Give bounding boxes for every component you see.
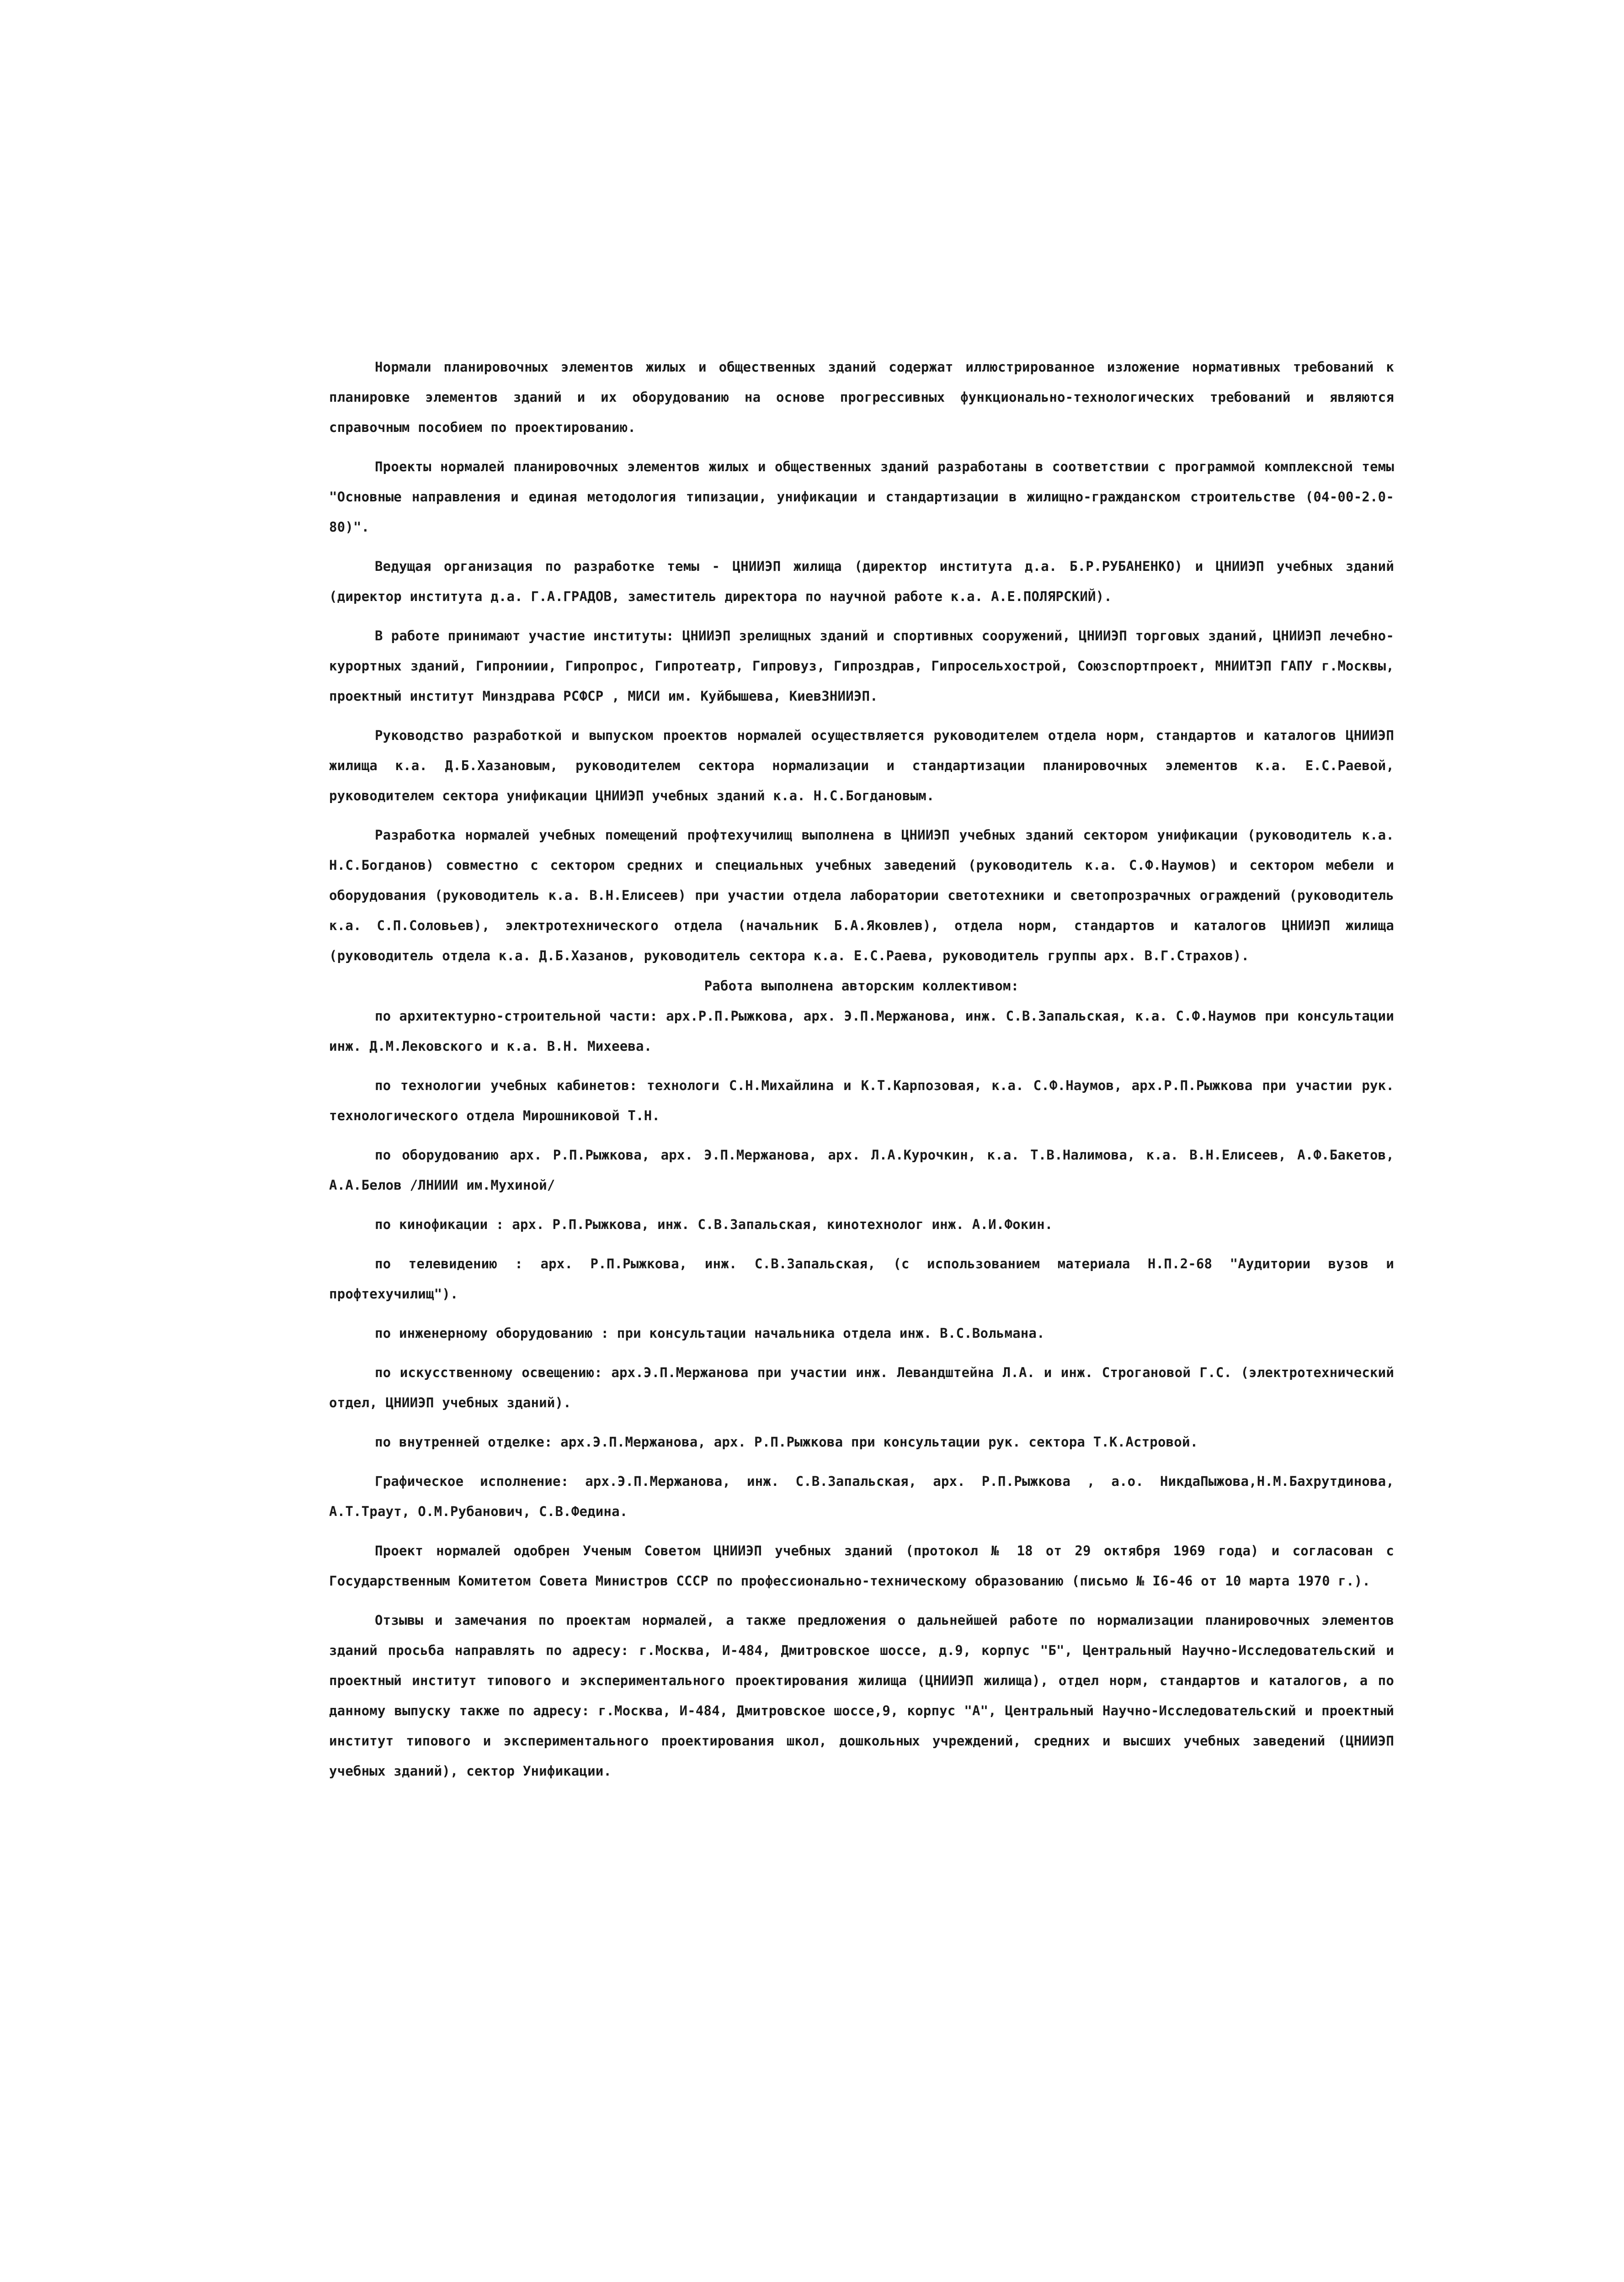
- management-paragraph: Руководство разработкой и выпуском проектов нормалей осуществляется руководителем отдела норм, стандартов и каталогов ЦНИИЭП жилища к.а. Д.Б.Хазановым, руководителем сектора нормализации и стандартизации планировочных элементов к.а. Е.С.Раевой, руководителем сектора унификации ЦНИИЭП учебных зданий к.а. Н.С.Богдановым.: [329, 728, 1394, 803]
- feedback-paragraph: Отзывы и замечания по проектам нормалей, а также предложения о дальнейшей работе по нормализации планировочных элементов зданий просьба направлять по адресу: г.Москва, И-484, Дмитровское шоссе, д.9, корпус "Б", Центральный Научно-Исследовательский и проектный институт типового и экспериментального проектирования жилища (ЦНИИЭП жилища), отдел норм, стандартов и каталогов, а по данному выпуску также по адресу: г.Москва, И-484, Дмитровское шоссе,9, корпус "А", Центральный Научно-Исследовательский и проектный институт типового и экспериментального проектирования школ, дошкольных учреждений, средних и высших учебных заведений (ЦНИИЭП учебных зданий), сектор Унификации.: [329, 1612, 1394, 1779]
- author-architecture-paragraph: по архитектурно-строительной части: арх.Р.П.Рыжкова, арх. Э.П.Мержанова, инж. С.В.Запальская, к.а. С.Ф.Наумов при консультации инж. Д.М.Лековского и к.а. В.Н. Михеева.: [329, 1008, 1394, 1054]
- approval-paragraph: Проект нормалей одобрен Ученым Советом ЦНИИЭП учебных зданий (протокол № 18 от 29 октября 1969 года) и согласован с Государственным Комитетом Совета Министров СССР по профессионально-техническому образованию (письмо № I6-46 от 10 марта 1970 г.).: [329, 1543, 1394, 1589]
- author-technology-paragraph: по технологии учебных кабинетов: технологи С.Н.Михайлина и К.Т.Карпозовая, к.а. С.Ф.Наумов, арх.Р.П.Рыжкова при участии рук. технологического отдела Мирошниковой Т.Н.: [329, 1078, 1394, 1123]
- author-lighting-paragraph: по искусственному освещению: арх.Э.П.Мержанова при участии инж. Левандштейна Л.А. и инж. Строгановой Г.С. (электротехнический отдел, ЦНИИЭП учебных зданий).: [329, 1365, 1394, 1410]
- author-cinema-paragraph: по кинофикации : арх. Р.П.Рыжкова, инж. С.В.Запальская, кинотехнолог инж. А.И.Фокин.: [375, 1217, 1053, 1232]
- author-finishing-paragraph: по внутренней отделке: арх.Э.П.Мержанова, арх. Р.П.Рыжкова при консультации рук. сектора Т.К.Астровой.: [375, 1434, 1198, 1450]
- program-paragraph: Проекты нормалей планировочных элементов жилых и общественных зданий разработаны в соответствии с программой комплексной темы "Основные направления и единая методология типизации, унификации и стандартизации в жилищно-гражданском строительстве (04-00-2.0-80)".: [329, 459, 1394, 535]
- authors-heading: Работа выполнена авторским коллективом:: [704, 978, 1019, 994]
- author-television-paragraph: по телевидению : арх. Р.П.Рыжкова, инж. С.В.Запальская, (с использованием материала Н.П.2-68 "Аудитории вузов и профтехучилищ").: [329, 1256, 1394, 1302]
- intro-paragraph: Нормали планировочных элементов жилых и общественных зданий содержат иллюстрированное изложение нормативных требований к планировке элементов зданий и их оборудованию на основе прогрессивных функционально-технологических требований и являются справочным пособием по проектированию.: [329, 359, 1394, 435]
- document-body: [329, 352, 1394, 1786]
- lead-organization-paragraph: Ведущая организация по разработке темы - ЦНИИЭП жилища (директор института д.а. Б.Р.РУБАНЕНКО) и ЦНИИЭП учебных зданий (директор института д.а. Г.А.ГРАДОВ, заместитель директора по научной работе к.а. А.Е.ПОЛЯРСКИЙ).: [329, 559, 1394, 604]
- development-paragraph: Разработка нормалей учебных помещений профтехучилищ выполнена в ЦНИИЭП учебных зданий сектором унификации (руководитель к.а. Н.С.Богданов) совместно с сектором средних и специальных учебных заведений (руководитель к.а. С.Ф.Наумов) и сектором мебели и оборудования (руководитель к.а. В.Н.Елисеев) при участии отдела лаборатории светотехники и светопрозрачных ограждений (руководитель к.а. С.П.Соловьев), электротехнического отдела (начальник Б.А.Яковлев), отдела норм, стандартов и каталогов ЦНИИЭП жилища (руководитель отдела к.а. Д.Б.Хазанов, руководитель сектора к.а. Е.С.Раева, руководитель группы арх. В.Г.Страхов).: [329, 827, 1394, 963]
- participants-paragraph: В работе принимают участие институты: ЦНИИЭП зрелищных зданий и спортивных сооружений, ЦНИИЭП торговых зданий, ЦНИИЭП лечебно-курортных зданий, Гипрониии, Гипропрос, Гипротеатр, Гипровуз, Гипроздрав, Гипросельхострой, Союзспортпроект, МНИИТЭП ГАПУ г.Москвы, проектный институт Минздрава РСФСР , МИСИ им. Куйбышева, КиевЗНИИЭП.: [329, 628, 1394, 704]
- author-graphics-paragraph: Графическое исполнение: арх.Э.П.Мержанова, инж. С.В.Запальская, арх. Р.П.Рыжкова , а.о. НикдаПыжова,Н.М.Бахрутдинова, А.Т.Траут, О.М.Рубанович, С.В.Федина.: [329, 1473, 1394, 1519]
- author-engineering-paragraph: по инженерному оборудованию : при консультации начальника отдела инж. В.С.Вольмана.: [375, 1325, 1045, 1341]
- author-equipment-paragraph: по оборудованию арх. Р.П.Рыжкова, арх. Э.П.Мержанова, арх. Л.А.Курочкин, к.а. Т.В.Налимова, к.а. В.Н.Елисеев, А.Ф.Бакетов, А.А.Белов /ЛНИИИ им.Мухиной/: [329, 1147, 1394, 1193]
